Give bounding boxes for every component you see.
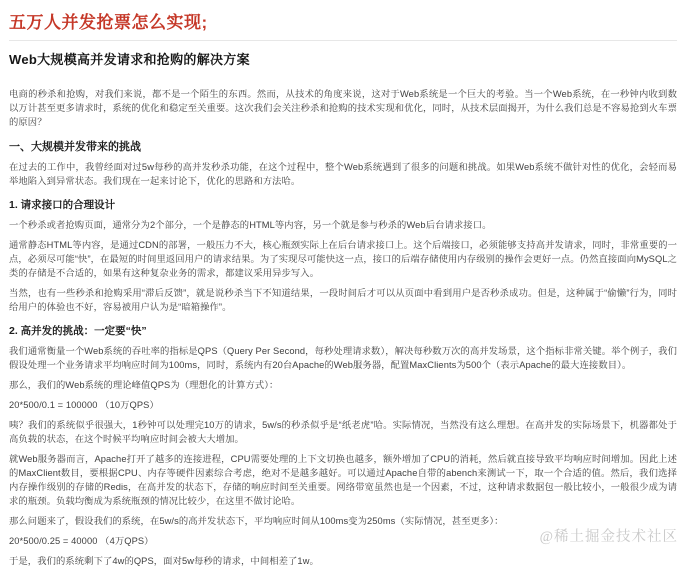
paragraph-experience: 在过去的工作中，我曾经面对过5w每秒的高并发秒杀功能，在这个过程中，整个Web系统遇到了很多的问题和挑战。如果Web系统不做针对性的优化，会轻而易举地陷入到异常状态。我们现在一起来讨论下，优化的思路和方法哈。 xyxy=(9,162,677,186)
formula-theoretical-qps: 20*500/0.1 = 100000 （10万QPS） xyxy=(9,400,159,410)
paragraph-qps-gap: 于是，我们的系统剩下了4w的QPS，面对5w每秒的请求，中间相差了1w。 xyxy=(9,556,319,566)
paragraph-qps-metric: 我们通常衡量一个Web系统的吞吐率的指标是QPS（Query Per Second，每秒处理请求数），解决每秒数万次的高并发场景，这个指标非常关键。举个例子，我们假设处理一个业务请求平均响应时间为100ms，同时，系统内有20台Apache的Web服务器，配置MaxClients为500个（表示Apache的最大连接数目）。 xyxy=(9,346,677,370)
article-subtitle: Web大规模高并发请求和抢购的解决方案 xyxy=(9,52,250,67)
subheading-request-api-design: 1. 请求接口的合理设计 xyxy=(9,199,116,211)
paragraph-problem-statement: 那么问题来了，假设我们的系统，在5w/s的高并发状态下，平均响应时间从100ms变为250ms（实际情况，甚至更多）： xyxy=(9,516,504,526)
paragraph-apache-maxclient: 就Web服务器而言，Apache打开了越多的连接进程，CPU需要处理的上下文切换也越多，额外增加了CPU的消耗，然后就直接导致平均响应时间增加。因此上述的MaxClient数目，要根据CPU、内存等硬件因素综合考虑，绝对不是越多越好。可以通过Apache自带的abench来测试一下，取一个合适的值。然后，我们选择内存操作级别的存储的Redis，在高并发的状态下，存储的响应时间至关重要。网络带宽虽然也是一个因素，不过，这种请求数据包一般比较小，一般很少成为请求的瓶颈。负载均衡成为系统瓶颈的情况比较少，在这里不做讨论哈。 xyxy=(9,454,677,506)
article-title: 五万人并发抢票怎么实现; xyxy=(9,8,677,41)
paragraph-delayed-feedback: 当然，也有一些秒杀和抢购采用“滞后反馈”，就是说秒杀当下不知道结果，一段时间后才可以从页面中看到用户是否秒杀成功。但是，这种属于“偷懒”行为，同时给用户的体验也不好，容易被用户认为是“暗箱操作”。 xyxy=(9,288,677,312)
paragraph-paper-tiger: 咦？我们的系统似乎很强大，1秒钟可以处理完10万的请求，5w/s的秒杀似乎是“纸老虎”哈。实际情况，当然没有这么理想。在高并发的实际场景下，机器都处于高负载的状态，在这个时候平均响应时间会被大大增加。 xyxy=(9,420,677,444)
subheading-must-be-fast: 2. 高并发的挑战：一定要“快” xyxy=(9,325,147,337)
paragraph-cdn-backend: 通常静态HTML等内容，是通过CDN的部署，一般压力不大，核心瓶颈实际上在后台请求接口上。这个后端接口，必须能够支持高并发请求，同时，非常重要的一点，必须尽可能“快”，在最短的时间里返回用户的请求结果。为了实现尽可能快这一点，接口的后端存储使用内存级别的操作会更好一点。仍然直接面向MySQL之类的存储是不合适的，如果有这种复杂业务的需求，都建议采用异步写入。 xyxy=(9,240,677,278)
formula-actual-qps: 20*500/0.25 = 40000 （4万QPS） xyxy=(9,536,154,546)
watermark: @稀土掘金技术社区 xyxy=(539,529,678,545)
paragraph-intro: 电商的秒杀和抢购，对我们来说，都不是一个陌生的东西。然而，从技术的角度来说，这对于Web系统是一个巨大的考验。当一个Web系统，在一秒钟内收到数以万计甚至更多请求时，系统的优化和稳定至关重要。这次我们会关注秒杀和抢购的技术实现和优化，同时，从技术层面揭开，为什么我们总是不容易抢到火车票的原因？ xyxy=(9,89,677,127)
paragraph-theoretical-qps-intro: 那么，我们的Web系统的理论峰值QPS为（理想化的计算方式）： xyxy=(9,380,279,390)
section-heading-challenges: 一、大规模并发带来的挑战 xyxy=(9,141,141,153)
paragraph-page-parts: 一个秒杀或者抢购页面，通常分为2个部分，一个是静态的HTML等内容，另一个就是参与秒杀的Web后台请求接口。 xyxy=(9,220,492,230)
